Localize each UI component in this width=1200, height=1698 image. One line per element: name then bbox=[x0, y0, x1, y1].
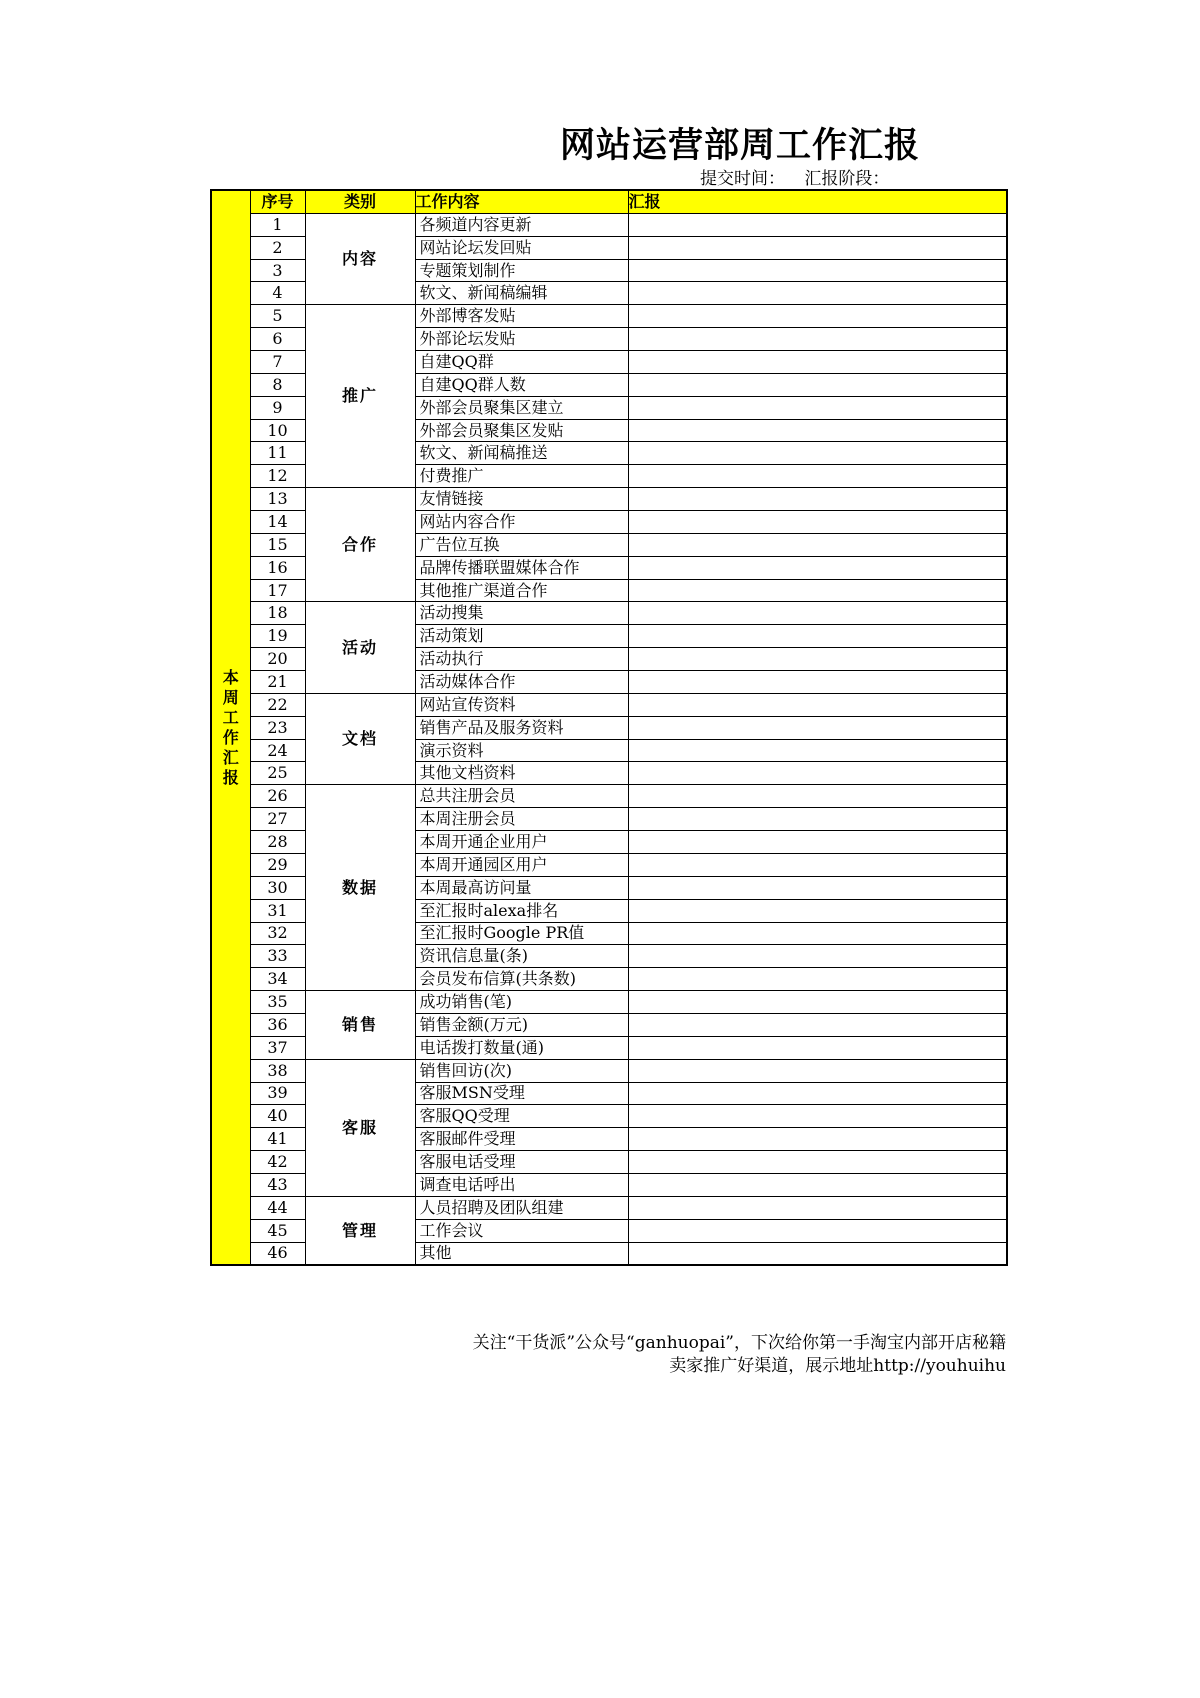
row-number: 4 bbox=[250, 282, 305, 305]
report-cell[interactable] bbox=[628, 373, 1007, 396]
row-number: 34 bbox=[250, 968, 305, 991]
row-number: 3 bbox=[250, 259, 305, 282]
report-cell[interactable] bbox=[628, 1196, 1007, 1219]
category-cell: 文档 bbox=[305, 693, 415, 784]
report-cell[interactable] bbox=[628, 922, 1007, 945]
work-content-cell: 专题策划制作 bbox=[415, 259, 628, 282]
report-cell[interactable] bbox=[628, 1173, 1007, 1196]
header-report: 汇报 bbox=[628, 190, 1007, 213]
report-cell[interactable] bbox=[628, 1105, 1007, 1128]
table-row bbox=[211, 693, 1007, 716]
row-number: 36 bbox=[250, 1013, 305, 1036]
report-cell[interactable] bbox=[628, 213, 1007, 236]
row-number: 24 bbox=[250, 739, 305, 762]
row-number: 41 bbox=[250, 1128, 305, 1151]
work-content-cell: 广告位互换 bbox=[415, 533, 628, 556]
row-number: 8 bbox=[250, 373, 305, 396]
report-cell[interactable] bbox=[628, 351, 1007, 374]
work-content-cell: 人员招聘及团队组建 bbox=[415, 1196, 628, 1219]
work-content-cell: 其他推广渠道合作 bbox=[415, 579, 628, 602]
row-number: 46 bbox=[250, 1242, 305, 1265]
report-cell[interactable] bbox=[628, 991, 1007, 1014]
report-cell[interactable] bbox=[628, 1036, 1007, 1059]
report-cell[interactable] bbox=[628, 1219, 1007, 1242]
report-cell[interactable] bbox=[628, 968, 1007, 991]
row-number: 29 bbox=[250, 853, 305, 876]
work-content-cell: 其他文档资料 bbox=[415, 762, 628, 785]
report-cell[interactable] bbox=[628, 328, 1007, 351]
row-number: 13 bbox=[250, 488, 305, 511]
report-cell[interactable] bbox=[628, 625, 1007, 648]
work-content-cell: 活动执行 bbox=[415, 648, 628, 671]
work-content-cell: 活动搜集 bbox=[415, 602, 628, 625]
table-row bbox=[211, 305, 1007, 328]
report-cell[interactable] bbox=[628, 693, 1007, 716]
row-number: 11 bbox=[250, 442, 305, 465]
work-content-cell: 软文、新闻稿推送 bbox=[415, 442, 628, 465]
report-cell[interactable] bbox=[628, 1059, 1007, 1082]
row-number: 9 bbox=[250, 396, 305, 419]
work-content-cell: 本周注册会员 bbox=[415, 808, 628, 831]
report-cell[interactable] bbox=[628, 1128, 1007, 1151]
work-content-cell: 演示资料 bbox=[415, 739, 628, 762]
work-content-cell: 活动媒体合作 bbox=[415, 671, 628, 694]
report-cell[interactable] bbox=[628, 808, 1007, 831]
work-content-cell: 网站论坛发回贴 bbox=[415, 236, 628, 259]
work-content-cell: 各频道内容更新 bbox=[415, 213, 628, 236]
work-content-cell: 活动策划 bbox=[415, 625, 628, 648]
work-content-cell: 自建QQ群 bbox=[415, 351, 628, 374]
category-cell: 内容 bbox=[305, 213, 415, 304]
report-period-label: 汇报阶段： bbox=[804, 169, 890, 189]
footer-line-1: 关注“干货派”公众号“ganhuopai”，下次给你第一手淘宝内部开店秘籍 bbox=[472, 1333, 1006, 1353]
row-number: 31 bbox=[250, 899, 305, 922]
row-number: 28 bbox=[250, 831, 305, 854]
work-content-cell: 软文、新闻稿编辑 bbox=[415, 282, 628, 305]
table-header-row bbox=[211, 190, 1007, 213]
category-cell: 管理 bbox=[305, 1196, 415, 1265]
work-content-cell: 销售回访(次) bbox=[415, 1059, 628, 1082]
work-content-cell: 友情链接 bbox=[415, 488, 628, 511]
work-content-cell: 自建QQ群人数 bbox=[415, 373, 628, 396]
work-content-cell: 资讯信息量(条) bbox=[415, 945, 628, 968]
work-content-cell: 工作会议 bbox=[415, 1219, 628, 1242]
work-content-cell: 本周开通园区用户 bbox=[415, 853, 628, 876]
report-cell[interactable] bbox=[628, 853, 1007, 876]
row-number: 27 bbox=[250, 808, 305, 831]
work-content-cell: 成功销售(笔) bbox=[415, 991, 628, 1014]
work-content-cell: 本周最高访问量 bbox=[415, 876, 628, 899]
report-cell[interactable] bbox=[628, 785, 1007, 808]
report-table bbox=[210, 189, 1008, 1266]
work-content-cell: 外部会员聚集区建立 bbox=[415, 396, 628, 419]
category-cell: 数据 bbox=[305, 785, 415, 991]
footer-line-2: 卖家推广好渠道，展示地址http://youhuihu bbox=[669, 1356, 1006, 1376]
work-content-cell: 品牌传播联盟媒体合作 bbox=[415, 556, 628, 579]
work-content-cell: 本周开通企业用户 bbox=[415, 831, 628, 854]
row-number: 14 bbox=[250, 511, 305, 534]
row-number: 16 bbox=[250, 556, 305, 579]
work-content-cell: 客服QQ受理 bbox=[415, 1105, 628, 1128]
table-row bbox=[211, 785, 1007, 808]
work-content-cell: 外部博客发贴 bbox=[415, 305, 628, 328]
report-cell[interactable] bbox=[628, 1242, 1007, 1265]
page-title: 网站运营部周工作汇报 bbox=[560, 125, 921, 166]
table-row bbox=[211, 1059, 1007, 1082]
work-content-cell: 其他 bbox=[415, 1242, 628, 1265]
report-cell[interactable] bbox=[628, 1082, 1007, 1105]
report-cell[interactable] bbox=[628, 556, 1007, 579]
table-row bbox=[211, 991, 1007, 1014]
row-number: 26 bbox=[250, 785, 305, 808]
report-cell[interactable] bbox=[628, 762, 1007, 785]
row-number: 32 bbox=[250, 922, 305, 945]
row-number: 17 bbox=[250, 579, 305, 602]
row-number: 38 bbox=[250, 1059, 305, 1082]
report-cell[interactable] bbox=[628, 945, 1007, 968]
row-number: 20 bbox=[250, 648, 305, 671]
category-cell: 活动 bbox=[305, 602, 415, 693]
report-cell[interactable] bbox=[628, 259, 1007, 282]
header-no: 序号 bbox=[250, 190, 305, 213]
table-row bbox=[211, 213, 1007, 236]
report-cell[interactable] bbox=[628, 419, 1007, 442]
report-cell[interactable] bbox=[628, 1151, 1007, 1174]
row-number: 42 bbox=[250, 1151, 305, 1174]
row-number: 10 bbox=[250, 419, 305, 442]
report-cell[interactable] bbox=[628, 465, 1007, 488]
report-cell[interactable] bbox=[628, 236, 1007, 259]
table-row bbox=[211, 488, 1007, 511]
category-cell: 销售 bbox=[305, 991, 415, 1060]
row-number: 2 bbox=[250, 236, 305, 259]
work-content-cell: 总共注册会员 bbox=[415, 785, 628, 808]
work-content-cell: 客服邮件受理 bbox=[415, 1128, 628, 1151]
report-cell[interactable] bbox=[628, 648, 1007, 671]
row-number: 21 bbox=[250, 671, 305, 694]
report-cell[interactable] bbox=[628, 831, 1007, 854]
row-number: 18 bbox=[250, 602, 305, 625]
report-cell[interactable] bbox=[628, 1013, 1007, 1036]
work-content-cell: 至汇报时alexa排名 bbox=[415, 899, 628, 922]
submit-time-label: 提交时间： bbox=[700, 169, 785, 189]
row-number: 44 bbox=[250, 1196, 305, 1219]
report-cell[interactable] bbox=[628, 899, 1007, 922]
category-cell: 推广 bbox=[305, 305, 415, 488]
table-row bbox=[211, 1196, 1007, 1219]
report-cell[interactable] bbox=[628, 671, 1007, 694]
report-cell[interactable] bbox=[628, 876, 1007, 899]
table-row bbox=[211, 602, 1007, 625]
row-number: 43 bbox=[250, 1173, 305, 1196]
work-content-cell: 电话拨打数量(通) bbox=[415, 1036, 628, 1059]
row-number: 35 bbox=[250, 991, 305, 1014]
row-number: 37 bbox=[250, 1036, 305, 1059]
report-cell[interactable] bbox=[628, 602, 1007, 625]
work-content-cell: 客服MSN受理 bbox=[415, 1082, 628, 1105]
row-number: 1 bbox=[250, 213, 305, 236]
report-cell[interactable] bbox=[628, 579, 1007, 602]
report-cell[interactable] bbox=[628, 533, 1007, 556]
row-number: 19 bbox=[250, 625, 305, 648]
report-cell[interactable] bbox=[628, 396, 1007, 419]
work-content-cell: 客服电话受理 bbox=[415, 1151, 628, 1174]
row-number: 5 bbox=[250, 305, 305, 328]
row-number: 22 bbox=[250, 693, 305, 716]
report-cell[interactable] bbox=[628, 282, 1007, 305]
work-content-cell: 网站内容合作 bbox=[415, 511, 628, 534]
work-content-cell: 销售产品及服务资料 bbox=[415, 716, 628, 739]
subtitle bbox=[700, 164, 889, 189]
report-cell[interactable] bbox=[628, 716, 1007, 739]
work-content-cell: 付费推广 bbox=[415, 465, 628, 488]
work-content-cell: 调查电话呼出 bbox=[415, 1173, 628, 1196]
work-content-cell: 外部会员聚集区发贴 bbox=[415, 419, 628, 442]
header-content: 工作内容 bbox=[415, 190, 628, 213]
row-number: 30 bbox=[250, 876, 305, 899]
work-content-cell: 外部论坛发贴 bbox=[415, 328, 628, 351]
work-content-cell: 网站宣传资料 bbox=[415, 693, 628, 716]
row-number: 39 bbox=[250, 1082, 305, 1105]
row-number: 7 bbox=[250, 351, 305, 374]
category-cell: 合作 bbox=[305, 488, 415, 602]
row-number: 15 bbox=[250, 533, 305, 556]
report-cell[interactable] bbox=[628, 739, 1007, 762]
row-number: 12 bbox=[250, 465, 305, 488]
row-number: 33 bbox=[250, 945, 305, 968]
row-number: 6 bbox=[250, 328, 305, 351]
work-content-cell: 至汇报时Google PR值 bbox=[415, 922, 628, 945]
row-number: 25 bbox=[250, 762, 305, 785]
row-number: 45 bbox=[250, 1219, 305, 1242]
row-number: 40 bbox=[250, 1105, 305, 1128]
work-content-cell: 销售金额(万元) bbox=[415, 1013, 628, 1036]
report-cell[interactable] bbox=[628, 488, 1007, 511]
report-cell[interactable] bbox=[628, 305, 1007, 328]
category-cell: 客服 bbox=[305, 1059, 415, 1196]
report-cell[interactable] bbox=[628, 511, 1007, 534]
header-category: 类别 bbox=[305, 190, 415, 213]
report-cell[interactable] bbox=[628, 442, 1007, 465]
work-content-cell: 会员发布信算(共条数) bbox=[415, 968, 628, 991]
side-label: 本周工作汇报 bbox=[211, 190, 250, 1265]
row-number: 23 bbox=[250, 716, 305, 739]
